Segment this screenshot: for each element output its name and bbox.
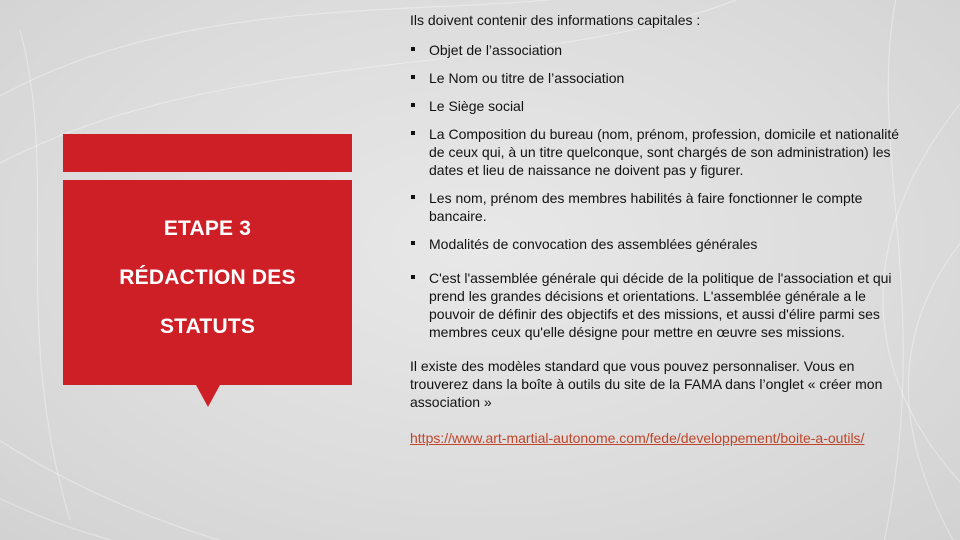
list-item: Modalités de convocation des assemblées générales [410, 235, 900, 253]
list-item: Objet de l’association [410, 41, 900, 59]
list-item: C'est l'assemblée générale qui décide de la politique de l'association et qui prend les grandes décisions et orientations. L'assemblée générale a le pouvoir de définir des objectifs et des missions, et aussi d'élire parmi ses membres ceux qu'elle désigne pour mettre en œuvre ses missions. [410, 269, 900, 341]
step-title-line-2: STATUTS [159, 315, 256, 338]
requirements-list [410, 41, 900, 341]
step-number: ETAPE 3 [163, 217, 252, 240]
templates-note: Il existe des modèles standard que vous pouvez personnaliser. Vous en trouverez dans la boîte à outils du site de la FAMA dans l’onglet « créer mon association » [410, 358, 883, 410]
callout-pointer [196, 385, 220, 407]
content-text-block [410, 11, 900, 447]
list-item: Le Siège social [410, 97, 900, 115]
list-item: Le Nom ou titre de l’association [410, 69, 900, 87]
step-title-card [63, 180, 352, 385]
list-item: Les nom, prénom des membres habilités à faire fonctionner le compte bancaire. [410, 189, 900, 225]
step-title-line-1: RÉDACTION DES [119, 266, 296, 289]
intro-text: Ils doivent contenir des informations capitales : [410, 12, 701, 28]
red-header-bar [63, 134, 352, 172]
list-item: La Composition du bureau (nom, prénom, profession, domicile et nationalité de ceux qui, à un titre quelconque, sont chargés de son administration) les dates et lieu de naissance ne doivent pas y figurer. [410, 125, 900, 179]
toolbox-link[interactable]: https://www.art-martial-autonome.com/fede/developpement/boite-a-outils/ [410, 430, 865, 446]
